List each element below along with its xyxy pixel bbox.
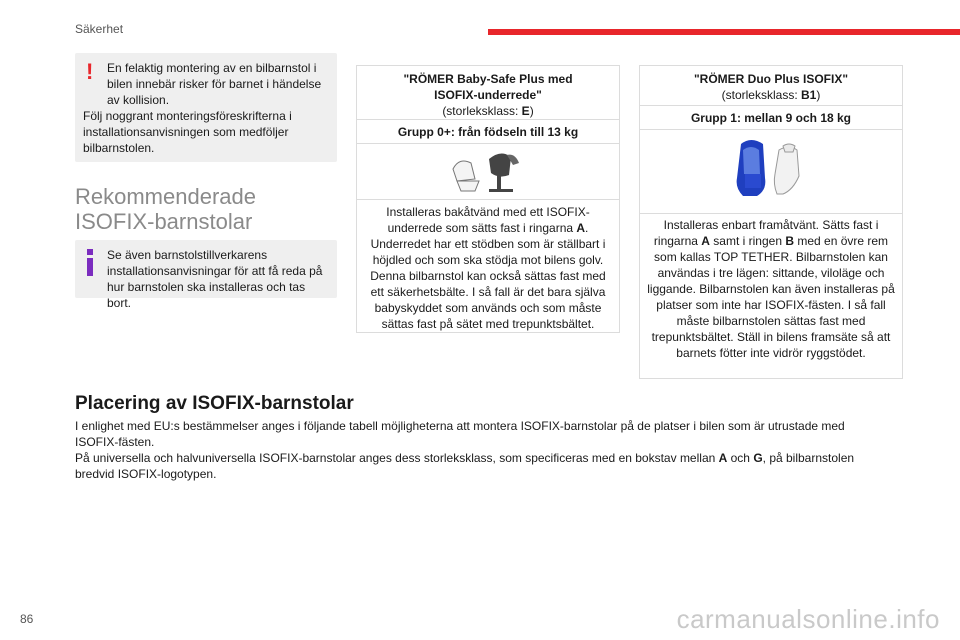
seat-size-class: (storleksklass: E) [442, 104, 534, 118]
seat-name-line1: "RÖMER Duo Plus ISOFIX" [693, 72, 849, 86]
seat-desc-part: Installeras bakåtvänd med ett ISOFIX-underrede som sätts fast i ringarna [386, 205, 590, 235]
page-number: 86 [20, 612, 34, 626]
seat-description [640, 214, 902, 361]
seat-desc-ring-a: A [701, 234, 710, 248]
seat-image-row [640, 130, 902, 214]
babyseat-image [449, 149, 529, 195]
info-note [75, 240, 337, 310]
info-note-text-rest: installationsanvisningar för att få reda på hur barnstolen ska installeras och tas bort. [107, 264, 323, 310]
warning-note-text-2: Följ noggrant monteringsföreskrifterna i installationsanvisningen som medföljer bilbarnstolen. [83, 109, 292, 155]
seat-desc-ring-b: B [785, 234, 795, 248]
placement-paragraph-1: I enlighet med EU:s bestämmelser anges i följande tabell möjligheterna att montera ISOFIX-barnstolar på de platser i bilen som är utrustade med ISOFIX-fästen. [75, 419, 845, 449]
section-title-line1: Rekommenderade [75, 184, 256, 209]
section-title-line2: ISOFIX-barnstolar [75, 209, 253, 234]
seat-size-class: (storleksklass: B1) [721, 88, 821, 102]
seat-image-row [357, 144, 619, 200]
seat-description [357, 200, 619, 332]
header-section-title: Säkerhet [75, 22, 124, 36]
seat-desc-part: . Underredet har ett stödben som är ställbart i höjdled och som ska stödja mot bilens golv. Denna bilbarnstol kan också sättas fast med ett säkerhetsbälte. I så fall är det bara själva babyskyddet som används och som måste sättas fast på sätet med trepunktsbältet. [370, 221, 606, 331]
seat-desc-ring-a: A [576, 221, 586, 235]
warning-note [75, 53, 337, 162]
header-accent-bar [488, 29, 960, 35]
seat-group: Grupp 0+: från födseln till 13 kg [357, 120, 619, 144]
seat-card-header [357, 66, 619, 120]
warning-note-text-first: En felaktig montering av en bilbarnstol i [107, 61, 317, 75]
watermark-text: carmanualsonline.info [676, 604, 940, 634]
seat-card-babysafe [356, 65, 620, 333]
placement-heading: Placering av ISOFIX-barnstolar [75, 393, 354, 414]
childseat-image [733, 138, 813, 204]
info-icon [87, 249, 93, 276]
seat-group: Grupp 1: mellan 9 och 18 kg [640, 106, 902, 130]
section-title [75, 184, 256, 234]
seat-card-header [640, 66, 902, 106]
seat-name-line2: ISOFIX-underrede" [434, 88, 542, 102]
seat-desc-part: Installeras enbart framåtvänt. Sätts fast i ringarna [653, 218, 879, 248]
seat-desc-part: med en övre rem som kallas TOP TETHER. Bilbarnstolen kan användas i tre lägen: sittande, viloläge och liggande. Bilbarnstolen kan även installeras på platser som inte har ISOFIX-fästen. I så fall måste bilbarnstolen sättas fast med trepunktsbältet. Ställ in bilens framsäte så att barnets fötter inte vidrör ryggstödet. [647, 234, 895, 360]
seat-name-line1: "RÖMER Baby-Safe Plus med [403, 72, 573, 86]
seat-desc-part: samt i ringen [709, 234, 786, 248]
placement-paragraph-2: På universella och halvuniversella ISOFIX-barnstolar anges dess storleksklass, som specificeras med en bokstav mellan A och G, på bilbarnstolen bredvid ISOFIX-logotypen. [75, 451, 855, 481]
warning-note-text-rest: bilen innebär risker för barnet i händelse av kollision. [107, 77, 322, 107]
warning-exclamation-icon: ! [86, 59, 94, 84]
seat-card-duoplus [639, 65, 903, 379]
info-note-text-first: Se även barnstolstillverkarens [107, 248, 268, 262]
